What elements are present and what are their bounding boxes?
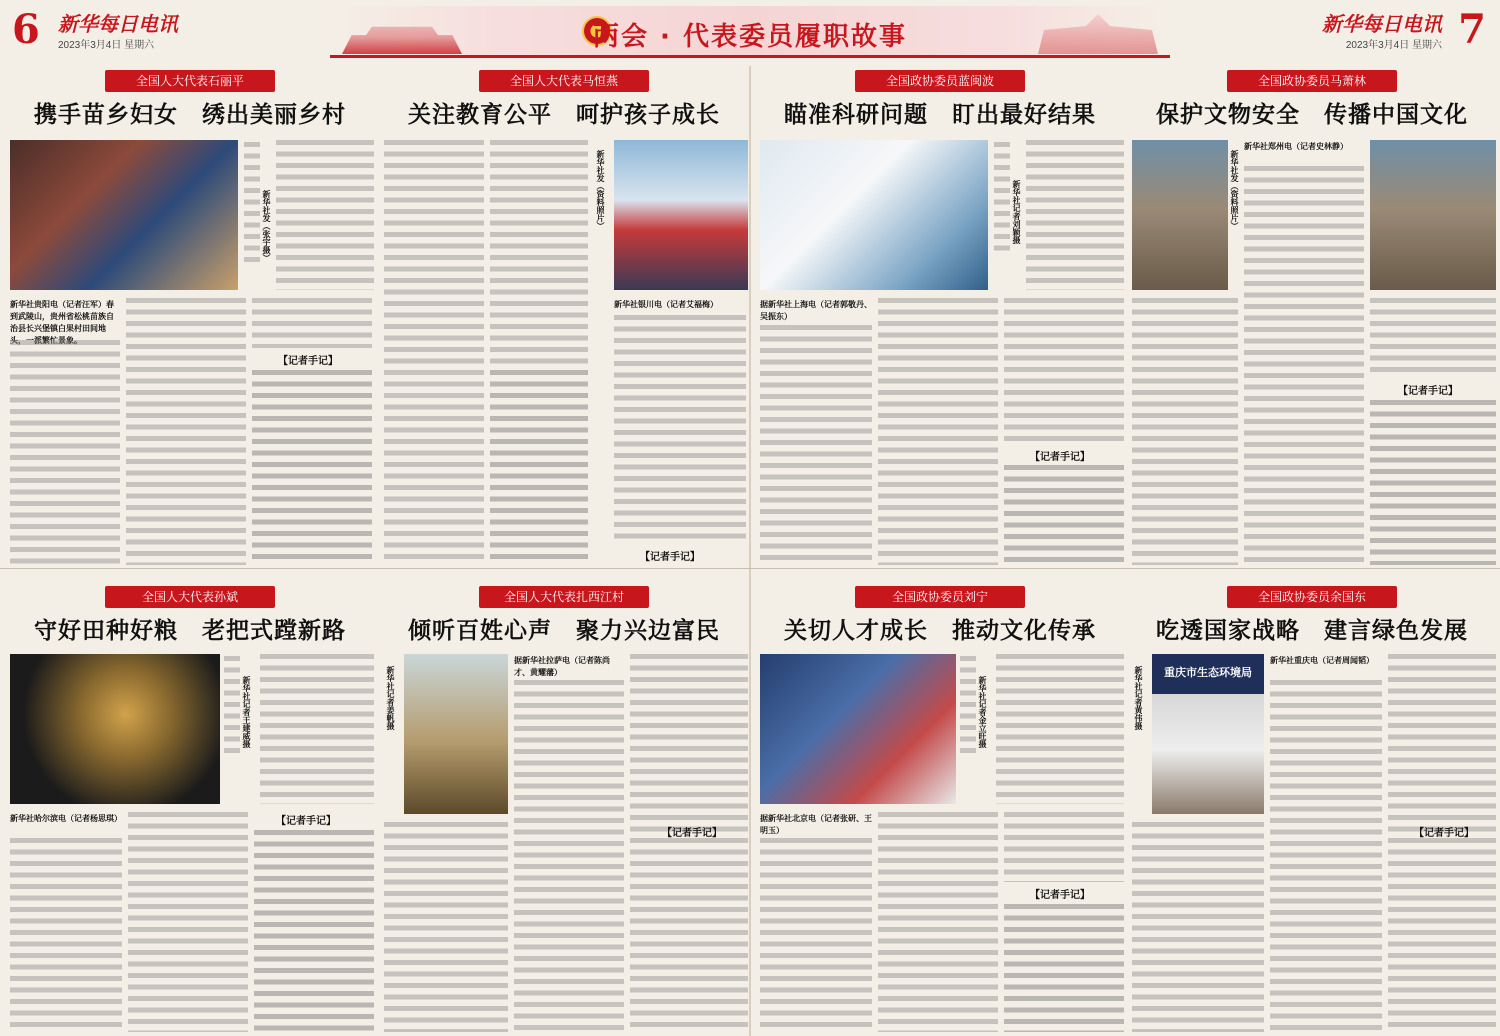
page-number-left: 6 bbox=[12, 6, 40, 53]
article-tag: 全国政协委员余国东 bbox=[1227, 586, 1397, 608]
article-headline: 吃透国家战略 建言绿色发展 bbox=[1156, 618, 1468, 644]
reporter-note-title: 【记者手记】 bbox=[640, 552, 700, 563]
photo-credit: 新华社发（资料照片） bbox=[1230, 150, 1240, 230]
photo-credit: 新华社记者刘颖摄 bbox=[1012, 180, 1022, 244]
photo-caption bbox=[224, 656, 240, 756]
section-banner bbox=[330, 6, 1170, 58]
reporter-note-title: 【记者手记】 bbox=[276, 816, 336, 827]
dateline-left: 2023年3月4日 星期六 bbox=[58, 40, 155, 51]
photo-caption bbox=[994, 142, 1010, 252]
article-lead: 新华社贵阳电（记者汪军）春到武陵山，贵州省松桃苗族自治县长兴堡镇白果村田间地头，一派繁忙景象。 bbox=[10, 299, 114, 345]
article-body-col2 bbox=[10, 340, 120, 565]
article-lead: 新华社郑州电（记者史林静） bbox=[1244, 141, 1348, 151]
photo-sign-text: 重庆市生态环境局 bbox=[1164, 666, 1252, 679]
article-body-col3 bbox=[878, 298, 998, 565]
article-headline: 关切人才成长 推动文化传承 bbox=[784, 618, 1096, 644]
article-body-col4 bbox=[1004, 812, 1124, 882]
article-headline: 倾听百姓心声 聚力兴边富民 bbox=[408, 618, 720, 644]
photo-credit: 新华社发（资料照片） bbox=[596, 150, 606, 230]
article-body-col2 bbox=[10, 838, 122, 1032]
article-body-col3 bbox=[1132, 822, 1264, 1032]
article-body-col2 bbox=[490, 140, 588, 365]
photo-caption bbox=[244, 142, 260, 262]
article-photo bbox=[10, 654, 220, 804]
article-body-col1 bbox=[276, 140, 374, 290]
page-number-right: 7 bbox=[1458, 6, 1486, 53]
article-body-col3 bbox=[128, 812, 248, 1032]
photo-credit: 新华社记者金立旺摄 bbox=[978, 676, 988, 748]
article-lan-minbo bbox=[754, 70, 1126, 565]
article-tag: 全国人大代表扎西江村 bbox=[479, 586, 649, 608]
article-photo bbox=[760, 654, 956, 804]
article-body-col2 bbox=[630, 654, 748, 1032]
article-body-col1 bbox=[1244, 166, 1364, 565]
article-liu-ning bbox=[754, 586, 1126, 1034]
reporter-note-title: 【记者手记】 bbox=[1414, 828, 1474, 839]
article-tag: 全国人大代表孙斌 bbox=[105, 586, 275, 608]
article-body-col1 bbox=[1026, 140, 1124, 290]
article-lead: 新华社重庆电（记者周闻韬） bbox=[1270, 655, 1374, 665]
photo-caption bbox=[960, 656, 976, 756]
article-body-col2 bbox=[760, 838, 872, 1032]
reporter-note-title: 【记者手记】 bbox=[1030, 890, 1090, 901]
article-lead: 新华社银川电（记者艾福梅） bbox=[614, 299, 718, 309]
reporter-note-body bbox=[252, 370, 372, 565]
article-body-col4 bbox=[614, 315, 746, 545]
article-lead: 据新华社上海电（记者郭敬丹、吴振东） bbox=[760, 299, 872, 321]
article-lead: 据新华社拉萨电（记者陈尚才、黄耀藩） bbox=[514, 655, 610, 677]
brand-logo-left: 新华每日电讯 bbox=[58, 12, 178, 36]
article-sun-bin bbox=[4, 586, 376, 1034]
article-tag: 全国政协委员蓝闽波 bbox=[855, 70, 1025, 92]
article-tag: 全国政协委员马萧林 bbox=[1227, 70, 1397, 92]
article-body-col1 bbox=[996, 654, 1124, 804]
article-photo-right bbox=[1370, 140, 1496, 290]
article-photo bbox=[614, 140, 748, 290]
article-body-col3 bbox=[126, 298, 246, 565]
article-headline: 关注教育公平 呵护孩子成长 bbox=[408, 102, 720, 128]
article-body-col3 bbox=[878, 812, 998, 1032]
photo-credit: 新华社记者姜帆摄 bbox=[386, 666, 396, 730]
article-headline: 保护文物安全 传播中国文化 bbox=[1156, 102, 1468, 128]
article-photo bbox=[760, 140, 988, 290]
masthead bbox=[0, 0, 1500, 64]
article-zhaxi-jiangcun bbox=[378, 586, 750, 1034]
article-body-col1 bbox=[1270, 680, 1382, 1032]
article-body-col4 bbox=[252, 298, 372, 348]
article-headline: 携手苗乡妇女 绣出美丽乡村 bbox=[34, 102, 346, 128]
article-body-col3 bbox=[384, 370, 484, 565]
article-body-col3 bbox=[384, 822, 508, 1032]
reporter-note-title: 【记者手记】 bbox=[662, 828, 722, 839]
article-tag: 全国政协委员刘宁 bbox=[855, 586, 1025, 608]
article-body-col1 bbox=[514, 680, 624, 1032]
brand-logo-right: 新华每日电讯 bbox=[1322, 12, 1442, 36]
article-body-col3 bbox=[1370, 298, 1496, 378]
article-ma-hengyan bbox=[378, 70, 750, 565]
article-lead: 新华社哈尔滨电（记者杨思琪） bbox=[10, 813, 122, 823]
article-body-col2 bbox=[760, 325, 872, 565]
dateline-right: 2023年3月4日 星期六 bbox=[1345, 40, 1442, 51]
article-photo bbox=[10, 140, 238, 290]
reporter-note-body bbox=[254, 830, 374, 1032]
article-tag: 全国人大代表石丽平 bbox=[105, 70, 275, 92]
article-body-col1 bbox=[384, 140, 484, 365]
article-headline: 瞄准科研问题 盯出最好结果 bbox=[784, 102, 1096, 128]
section-title: 两会 · 代表委员履职故事 bbox=[593, 22, 907, 52]
article-body-col4 bbox=[1004, 298, 1124, 443]
article-headline: 守好田种好粮 老把式蹚新路 bbox=[34, 618, 346, 644]
photo-credit: 新华社记者王建威摄 bbox=[242, 676, 252, 748]
article-lead: 据新华社北京电（记者张研、王明玉） bbox=[760, 813, 872, 835]
photo-credit: 新华社记者黄伟摄 bbox=[1134, 666, 1144, 730]
article-body-col2 bbox=[1388, 654, 1496, 1032]
article-tag: 全国人大代表马恒燕 bbox=[479, 70, 649, 92]
reporter-note-body bbox=[1370, 400, 1496, 565]
reporter-note-title: 【记者手记】 bbox=[1030, 452, 1090, 463]
article-photo bbox=[1152, 654, 1264, 814]
article-shi-liping bbox=[4, 70, 376, 565]
article-body-col2 bbox=[1132, 298, 1238, 565]
article-ma-xiaolin bbox=[1126, 70, 1498, 565]
photo-credit: 新华社发（张宇摄） bbox=[262, 190, 272, 262]
article-photo bbox=[404, 654, 508, 814]
article-yu-guodong bbox=[1126, 586, 1498, 1034]
article-body-col1 bbox=[260, 654, 374, 804]
reporter-note-body bbox=[1004, 904, 1124, 1032]
reporter-note-title: 【记者手记】 bbox=[1398, 386, 1458, 397]
row-divider bbox=[0, 568, 1500, 569]
article-photo-left bbox=[1132, 140, 1228, 290]
reporter-note-title: 【记者手记】 bbox=[278, 356, 338, 367]
reporter-note-body bbox=[1004, 465, 1124, 565]
reporter-note-body bbox=[490, 370, 588, 565]
